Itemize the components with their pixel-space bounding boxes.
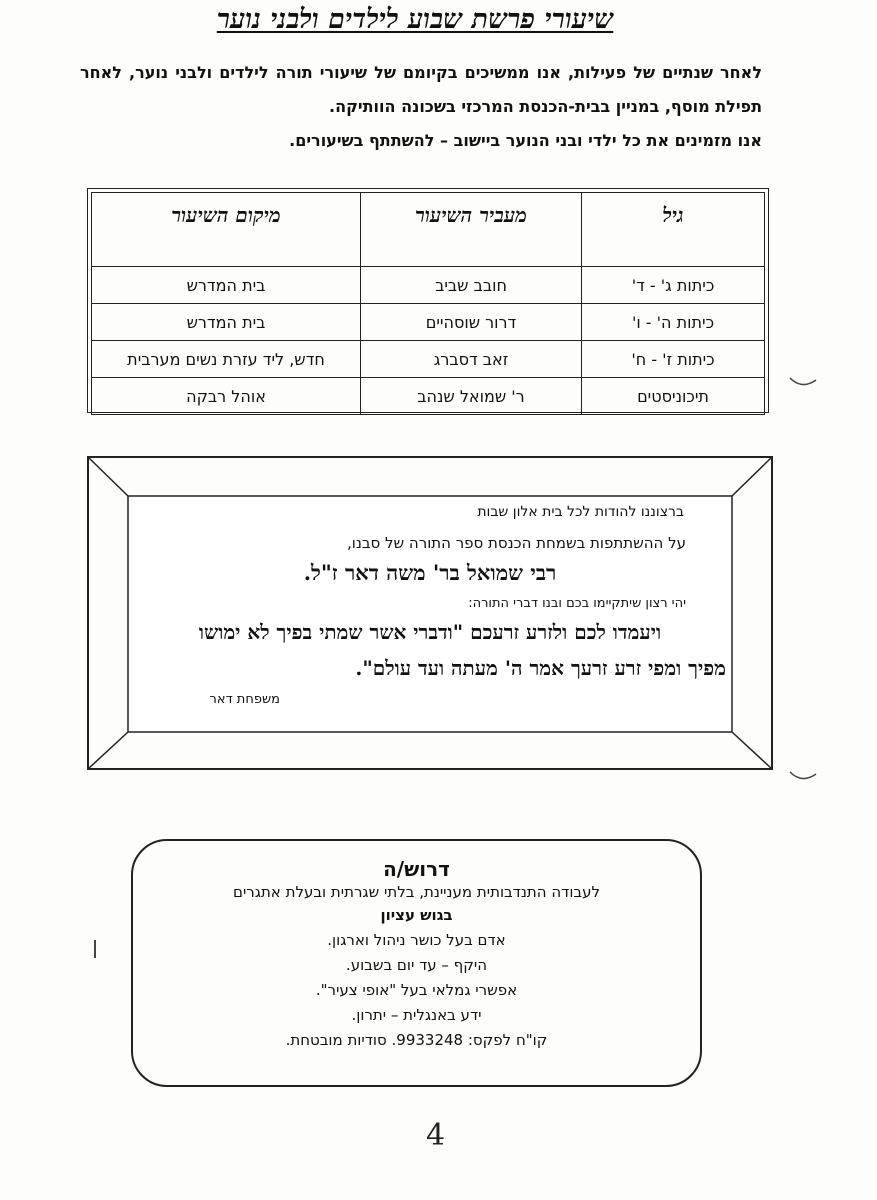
cell-teacher: חובב שביב xyxy=(361,267,582,304)
dedication-blessing-intro: יהי רצון שיתקיימו בכם ובנו דברי התורה: xyxy=(468,596,686,611)
ad-title: דרוש/ה xyxy=(383,857,450,881)
volunteer-ad-box xyxy=(131,839,702,1087)
cell-location: בית המדרש xyxy=(92,267,361,304)
binder-hole-mark xyxy=(788,766,818,786)
intro-text: לאחר שנתיים של פעילות, אנו ממשיכים בקיומם של שיעורי תורה לילדים ולבני נוער, לאחר תפילת מוסף, במניין בבית-הכנסת המרכזי בשכונה הוותיקה. xyxy=(80,63,762,116)
dedication-verse-2: מפיך ומפי זרע זרעך אמר ה' מעתה ועד עולם". xyxy=(355,656,726,680)
header-location: מיקום השיעור xyxy=(92,193,361,267)
cell-age: כיתות ג' - ד' xyxy=(582,267,765,304)
dedication-thanks: ברצוננו להודות לכל בית אלון שבות xyxy=(477,504,684,520)
invitation-text: אנו מזמינים את כל ילדי ובני הנוער ביישוב – להשתתף בשיעורים. xyxy=(289,131,762,150)
dedication-name: רבי שמואל בר' משה דאר ז"ל. xyxy=(303,560,557,585)
binder-hole-mark xyxy=(788,372,818,392)
cell-age: כיתות ז' - ח' xyxy=(582,341,765,378)
cell-location: חדש, ליד עזרת נשים מערבית xyxy=(92,341,361,378)
dedication-notice xyxy=(128,496,732,732)
table-row xyxy=(92,267,765,304)
cell-teacher: ר' שמואל שנהב xyxy=(361,378,582,415)
table-row xyxy=(92,341,765,378)
dedication-occasion: על ההשתתפות בשמחת הכנסת ספר התורה של סבנו, xyxy=(346,534,686,552)
ad-line: קו"ח לפקס: 9933248. סודיות מובטחת. xyxy=(285,1031,548,1049)
page-number: 4 xyxy=(426,1118,446,1153)
cell-location: אוהל רבקה xyxy=(92,378,361,415)
ad-line: לעבודה התנדבותית מעניינת, בלתי שגרתית ובעלת אתגרים xyxy=(232,883,600,901)
header-teacher: מעביר השיעור xyxy=(361,193,582,267)
table-row xyxy=(92,304,765,341)
lessons-schedule-table xyxy=(87,188,769,413)
cell-age: כיתות ה' - ו' xyxy=(582,304,765,341)
ad-line: היקף – עד יום בשבוע. xyxy=(345,956,488,974)
dedication-signature: משפחת דאר xyxy=(209,692,280,707)
ad-line: בגוש עציון xyxy=(380,906,453,924)
dedication-verse-1: ויעמדו לכם ולזרע זרעכם "ודברי אשר שמתי בפיך לא ימושו xyxy=(198,620,662,644)
cell-teacher: דרור שוסהיים xyxy=(361,304,582,341)
cell-age: תיכוניסטים xyxy=(582,378,765,415)
cell-teacher: זאב דסברג xyxy=(361,341,582,378)
intro-paragraph xyxy=(80,56,762,158)
ad-line: אדם בעל כושר ניהול וארגון. xyxy=(327,931,506,949)
header-age: גיל xyxy=(582,193,765,267)
scan-mark xyxy=(92,938,98,960)
table-row xyxy=(92,378,765,415)
cell-location: בית המדרש xyxy=(92,304,361,341)
page-title: שיעורי פרשת שבוע לילדים ולבני נוער xyxy=(216,4,614,35)
ad-line: ידע באנגלית – יתרון. xyxy=(351,1006,482,1024)
ad-line: אפשרי גמלאי בעל "אופי צעיר". xyxy=(315,981,518,999)
